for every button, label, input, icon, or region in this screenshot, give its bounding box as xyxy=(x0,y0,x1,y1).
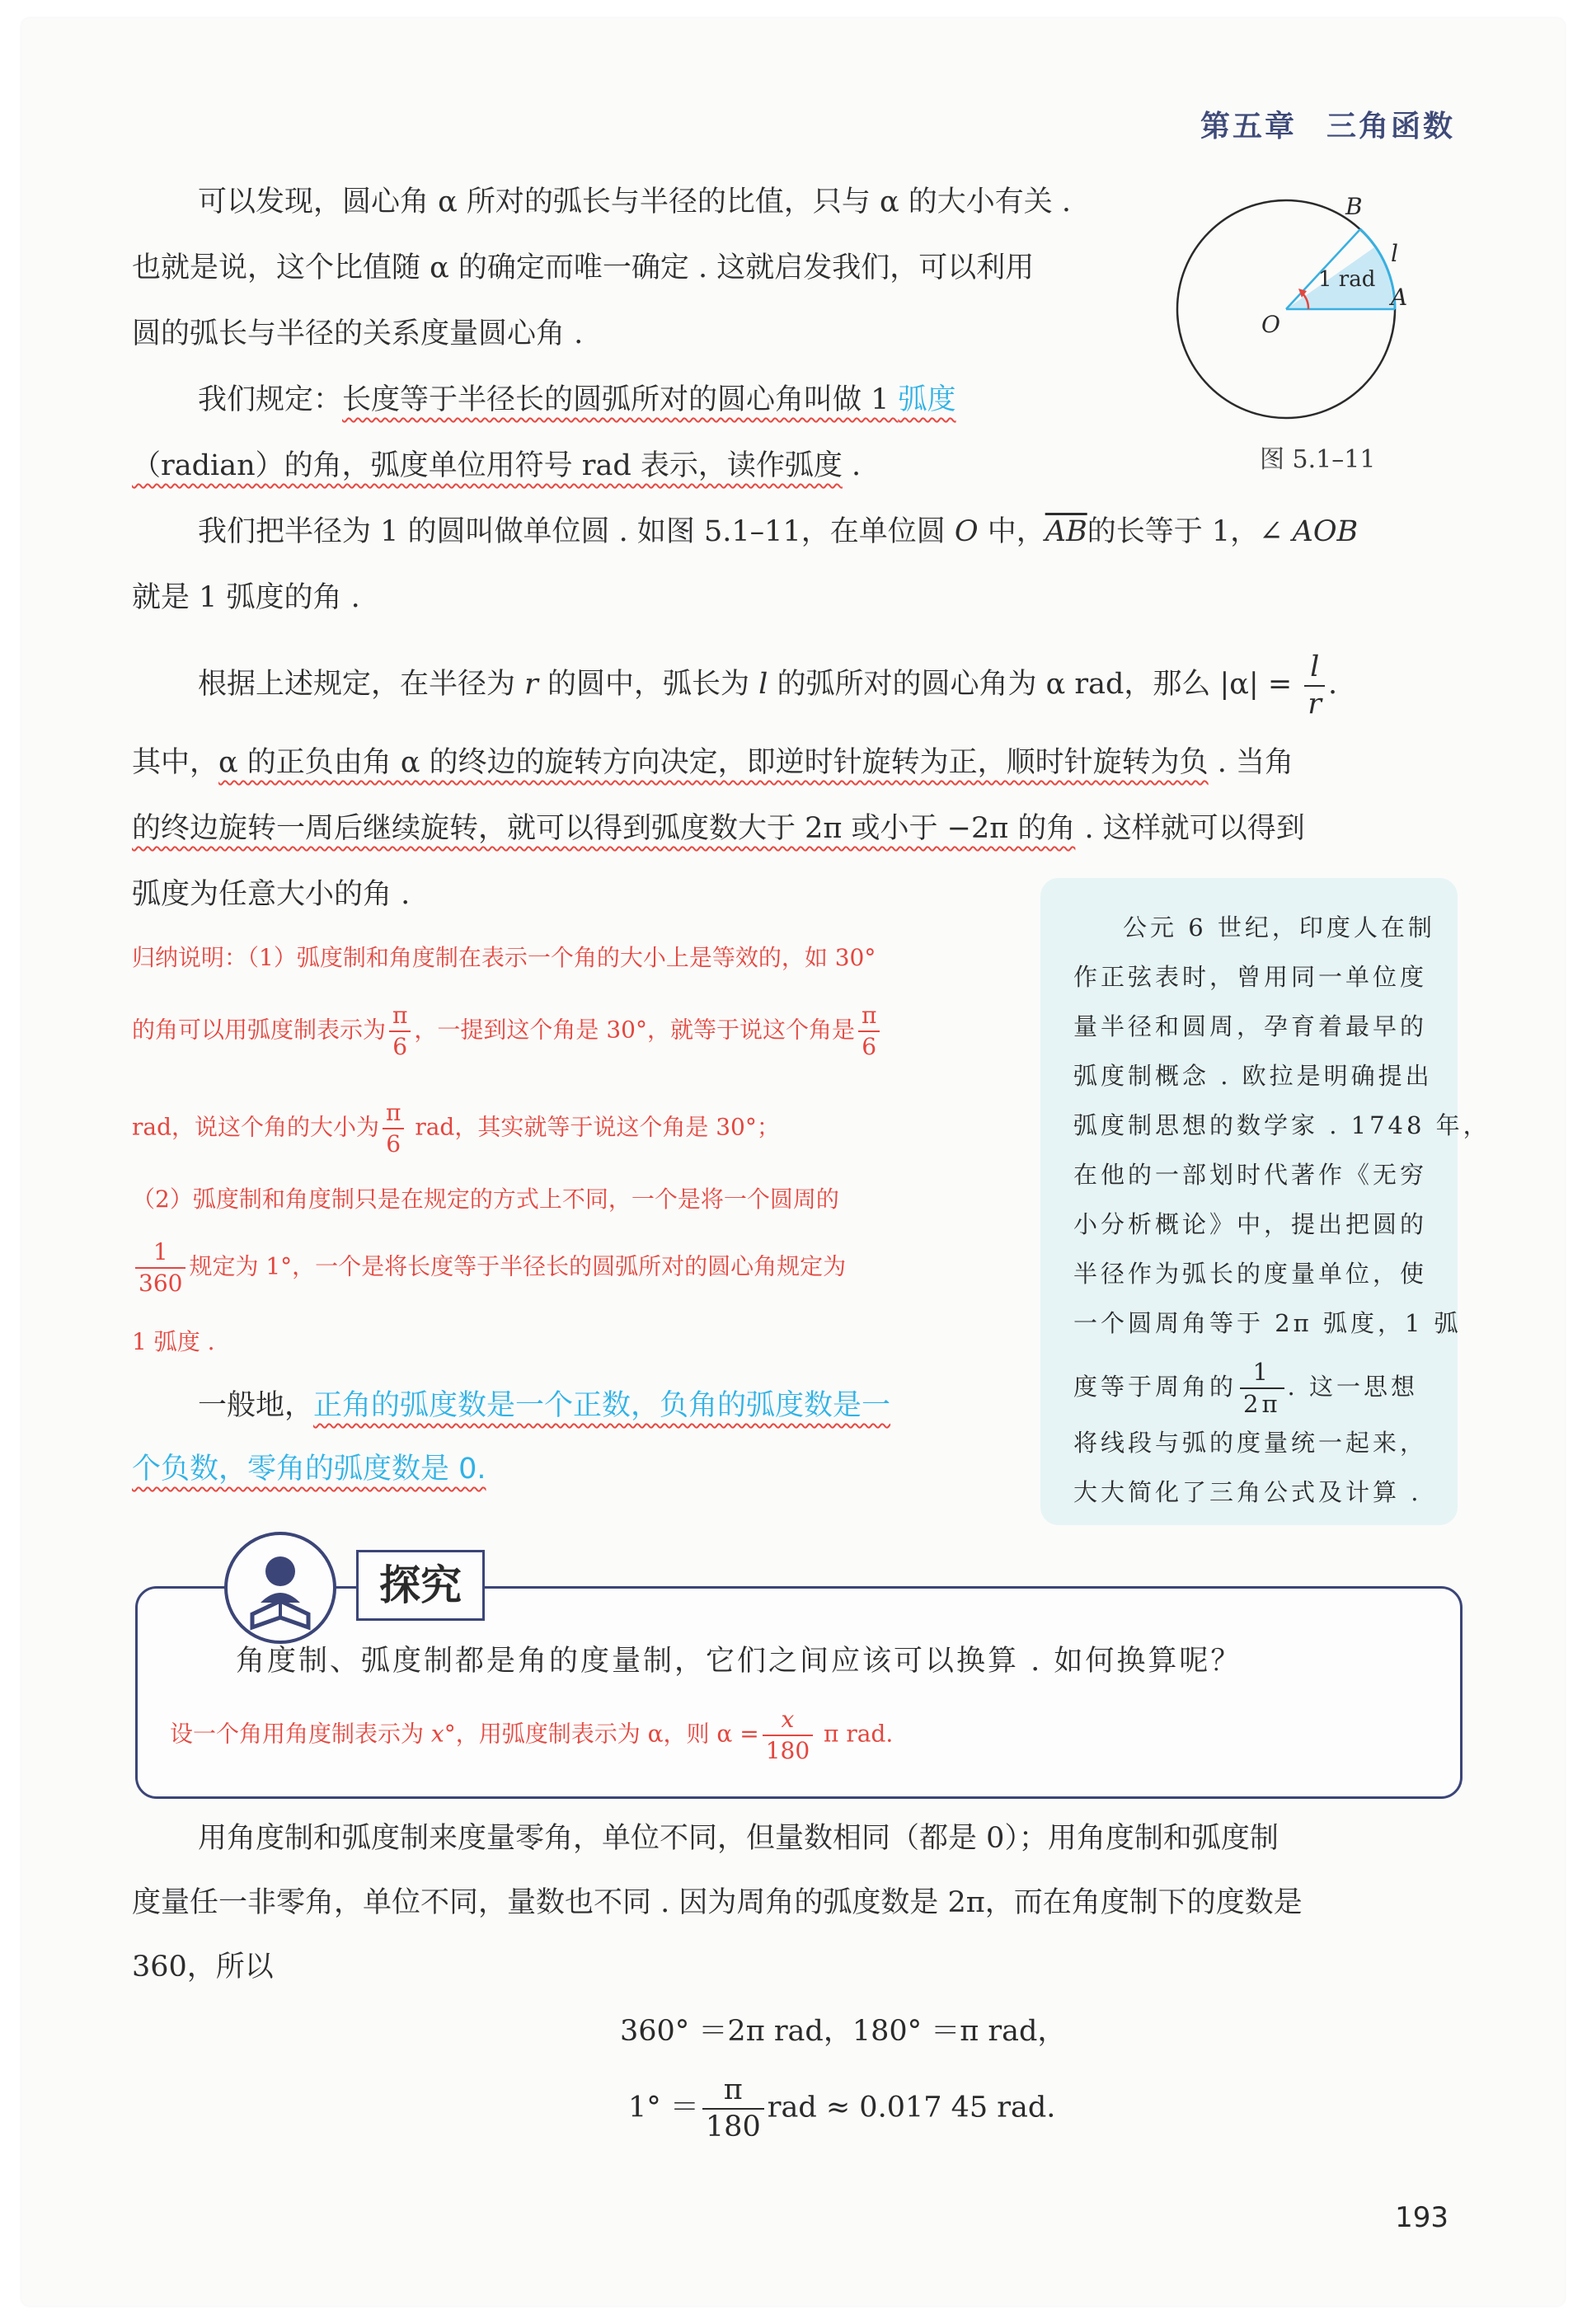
l-over-r-fraction: $\frac{l}{r}$ xyxy=(1304,653,1325,719)
label-angle: 1 rad xyxy=(1318,267,1376,292)
pi-over-6: $\frac{\pi}{6}$ xyxy=(858,1004,880,1059)
note-line5: $\frac{1}{360}$ 规定为 1°，一个是将长度等于半径长的圆弧所对的圆心角规定为 xyxy=(132,1241,846,1295)
sidebar-line: 将线段与弧的度量统一起来， xyxy=(1073,1429,1428,1457)
bottom-line3: 360，所以 xyxy=(132,1951,274,1984)
pi-over-6: $\frac{\pi}{6}$ xyxy=(389,1004,411,1059)
note-line4: （2）弧度制和角度制只是在规定的方式上不同，一个是将一个圆周的 xyxy=(132,1185,839,1213)
chapter-header xyxy=(1200,103,1455,145)
para6-line1: 一般地，正角的弧度数是一个正数，负角的弧度数是一 xyxy=(198,1389,891,1422)
sidebar-line: 弧度制思想的数学家 . 1748 年， xyxy=(1073,1111,1491,1139)
para5-line3: 弧度为任意大小的角 . xyxy=(132,878,411,911)
para3-line1: 我们把半径为 1 的圆叫做单位圆 . 如图 5.1–11，在单位圆 O 中，$\overline{AB}$的长等于 1，∠ AOB xyxy=(198,515,1359,548)
definition-lead: 我们规定： xyxy=(198,383,343,416)
chapter-number: 第五章 xyxy=(1200,110,1297,143)
note-line1: 归纳说明：（1）弧度制和角度制在表示一个角的大小上是等效的，如 30° xyxy=(132,944,876,971)
reader-icon xyxy=(224,1532,336,1644)
para2-line2: （radian）的角，弧度单位用符号 rad 表示，读作弧度 . xyxy=(132,449,862,482)
para5-line1: 其中，α 的正负由角 α 的终边的旋转方向决定，即逆时针旋转为正，顺时针旋转为负 . 当角 xyxy=(132,746,1294,779)
explore-label: 探究 xyxy=(356,1550,485,1621)
label-o: O xyxy=(1261,311,1280,338)
para6-line2: 个负数，零角的弧度数是 0. xyxy=(132,1453,486,1486)
para5-line2: 的终边旋转一周后继续旋转，就可以得到弧度数大于 2π 或小于 −2π 的角 . 这样就可以得到 xyxy=(132,812,1305,845)
sidebar-line: 半径作为弧长的度量单位，使 xyxy=(1073,1260,1428,1288)
sidebar-line: 作正弦表时，曾用同一单位度 xyxy=(1073,963,1428,991)
sidebar-line: 一个圆周角等于 2π 弧度，1 弧 xyxy=(1073,1309,1462,1337)
label-a: A xyxy=(1391,284,1408,311)
para2-line1 xyxy=(198,367,956,433)
bottom-line2: 度量任一非零角，单位不同，量数也不同 . 因为周角的弧度数是 2π，而在角度制下的度数是 xyxy=(132,1886,1303,1919)
explore-question: 角度制、弧度制都是角的度量制，它们之间应该可以换算 . 如何换算呢？ xyxy=(236,1645,1242,1678)
pi-over-180: $\frac{\pi}{180}$ xyxy=(702,2076,764,2142)
note-line3: rad，说这个角的大小为 $\frac{\pi}{6}$ rad，其实就等于说这个角是 30°； xyxy=(132,1099,780,1157)
unit-circle-figure xyxy=(1175,185,1463,433)
sidebar-line: 小分析概论》中，提出把圆的 xyxy=(1073,1210,1428,1238)
sidebar-line: 大大简化了三角公式及计算 . xyxy=(1073,1478,1422,1506)
sidebar-line: 度等于周角的 $\frac{1}{2\pi}$ . 这一思想 xyxy=(1073,1358,1418,1418)
page-number: 193 xyxy=(1395,2201,1448,2234)
definition-text: 长度等于半径长的圆弧所对的圆心角叫做 1 弧度 xyxy=(342,383,956,416)
one-over-360: $\frac{1}{360}$ xyxy=(135,1241,185,1295)
note-line2: 的角可以用弧度制表示为 $\frac{\pi}{6}$ ，一提到这个角是 30°，就等于说这个角是 $\frac{\pi}{6}$ xyxy=(132,1004,883,1059)
label-l: l xyxy=(1391,240,1398,267)
para1-line3: 圆的弧长与半径的关系度量圆心角 . xyxy=(132,317,584,350)
para3-line2: 就是 1 弧度的角 . xyxy=(132,581,360,614)
para1-line1: 可以发现，圆心角 α 所对的弧长与半径的比值，只与 α 的大小有关 . xyxy=(198,185,1072,218)
equation-2: 1° ＝ $\frac{\pi}{180}$ rad ≈ 0.017 45 rad. xyxy=(628,2073,1056,2143)
pi-over-6: $\frac{\pi}{6}$ xyxy=(383,1101,404,1156)
label-b: B xyxy=(1345,193,1363,220)
chapter-title: 三角函数 xyxy=(1326,110,1455,143)
x-over-180: $\frac{x}{180}$ xyxy=(763,1708,813,1763)
one-over-2pi: $\frac{1}{2\pi}$ xyxy=(1240,1360,1284,1416)
arc-ab-symbol: $\overline{AB}$ xyxy=(1045,515,1087,548)
para1-line2: 也就是说，这个比值随 α 的确定而唯一确定 . 这就启发我们，可以利用 xyxy=(132,251,1035,284)
explore-answer: 设一个角用角度制表示为 x°，用弧度制表示为 α，则 α = $\frac{x}{180}$ π rad. xyxy=(170,1706,894,1764)
equation-1: 360° ＝2π rad，180° ＝π rad， xyxy=(620,2015,1067,2048)
para4-line1: 根据上述规定，在半径为 r 的圆中，弧长为 l 的弧所对的圆心角为 α rad，那么 |α| = $\frac{l}{r}$ . xyxy=(198,650,1338,721)
bottom-line1: 用角度制和弧度制来度量零角，单位不同，但量数相同（都是 0）；用角度制和弧度制 xyxy=(198,1822,1279,1855)
sidebar-line: 公元 6 世纪，印度人在制 xyxy=(1123,913,1435,941)
note-line6: 1 弧度 . xyxy=(132,1328,215,1355)
sidebar-line: 在他的一部划时代著作《无穷 xyxy=(1073,1161,1428,1189)
figure-caption: 图 5.1–11 xyxy=(1260,445,1376,474)
definition-text-cont: （radian）的角，弧度单位用符号 rad 表示，读作弧度 xyxy=(132,449,843,482)
sidebar-line: 弧度制概念 . 欧拉是明确提出 xyxy=(1073,1062,1433,1090)
sidebar-line: 量半径和圆周，孕育着最早的 xyxy=(1073,1012,1428,1040)
radian-term: 弧度 xyxy=(898,383,956,416)
